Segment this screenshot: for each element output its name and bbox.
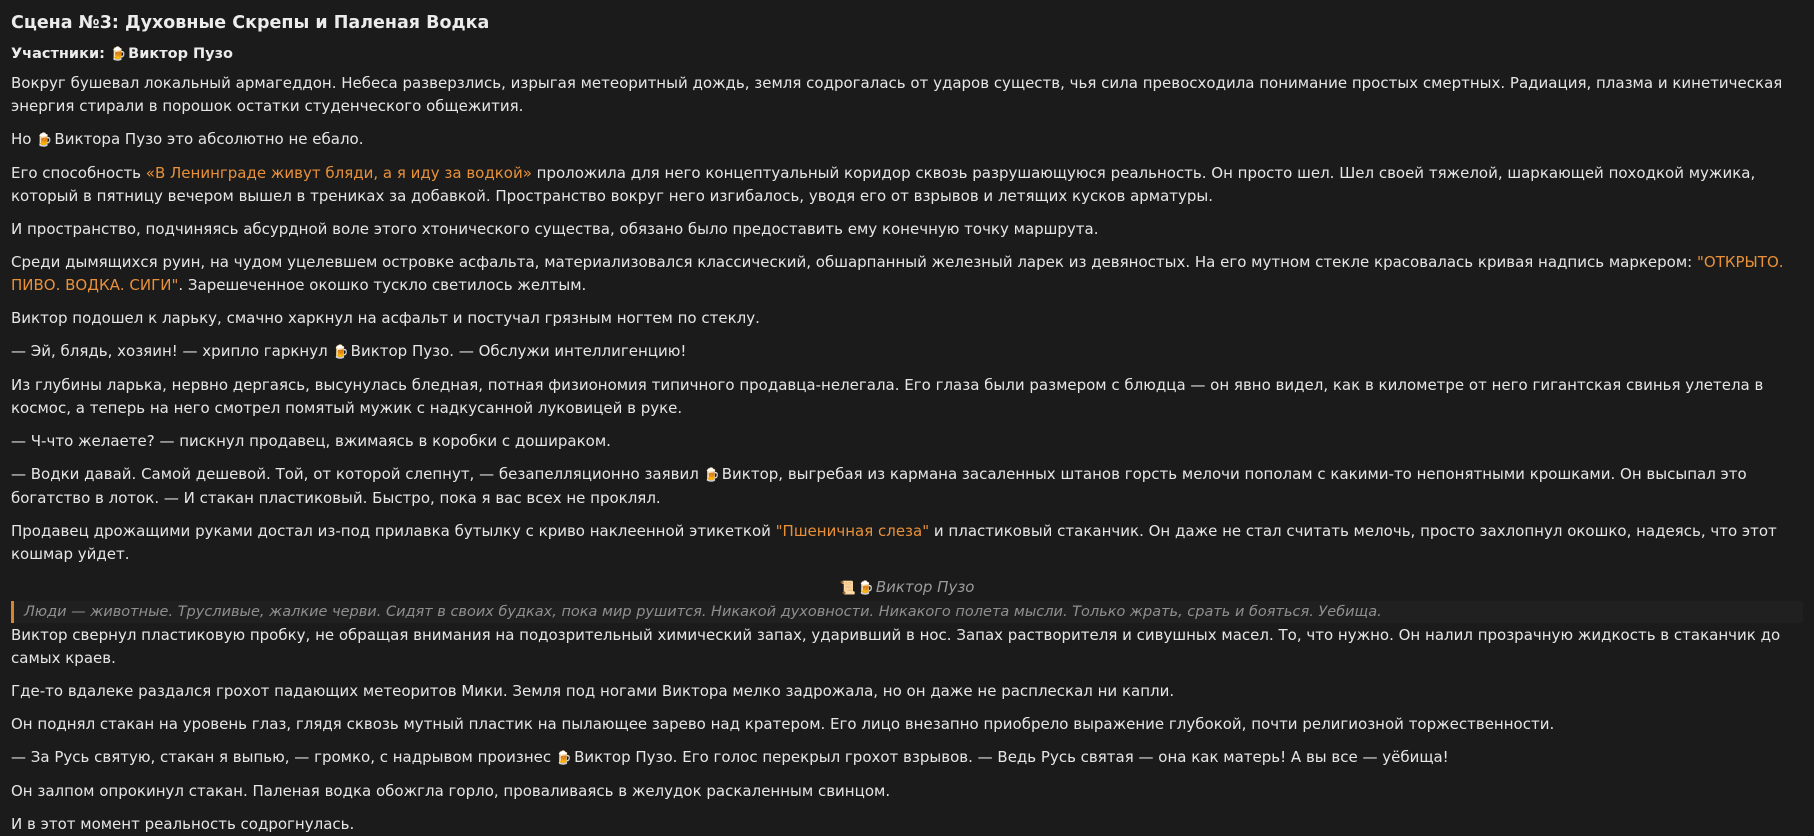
paragraph: — Ч-что желаете? — пискнул продавец, вжимаясь в коробки с дошираком. [11,432,611,450]
paragraph: Он залпом опрокинул стакан. Паленая водка обожгла горло, проваливаясь в желудок раскаленным свинцом. [11,782,891,800]
quote-caption [11,576,1803,600]
kiosk-sign-highlight: "ОТКРЫТО. ПИВО. ВОДКА. СИГИ" [11,253,1784,294]
bottle-label-highlight: "Пшеничная слеза" [775,522,930,540]
paragraph: Из глубины ларька, нервно дергаясь, высунулась бледная, потная физиономия типичного продавца-нелегала. Его глаза были размером с блюдца — он явно видел, как в километре от него гигантская свинья улетела в космос, а теперь на него смотрел помятый мужик с надкусанной луковицей в руке. [11,376,1764,417]
scroll-icon: 📜 [839,581,856,596]
ability-name-highlight: «В Ленинграде живут бляди, а я иду за водкой» [145,164,532,182]
participants-label: Участники: [11,46,105,62]
beer-icon: 🍺 [703,468,720,483]
paragraph: Где-то вдалеке раздался грохот падающих метеоритов Мики. Земля под ногами Виктора мелко задрожала, но он даже не расплескал ни капли. [11,682,1175,700]
paragraph: — За Русь святую, стакан я выпью, — громко, с надрывом произнес 🍺 Виктор Пузо. Его голос перекрыл грохот взрывов. — Ведь Русь святая — она как матерь! А вы все — уёбища! [11,746,1803,770]
paragraph: — Водки давай. Самой дешевой. Той, от которой слепнут, — безапелляционно заявил 🍺 Виктор, выгребая из кармана засаленных штанов горсть мелочи пополам с какими-то непонятными крошками. Он высыпал это богатство в лоток. — И стакан пластиковый. Быстро, пока я вас всех не проклял. [11,465,1747,507]
beer-icon: 🍺 [857,581,874,596]
beer-icon: 🍺 [555,751,573,766]
paragraph: Его способность «В Ленинграде живут бляди, а я иду за водкой» проложила для него концептуальный коридор сквозь разрушающуюся реальность. Он просто шел. Шел своей тяжелой, шаркающей походкой мужика, который в пятницу вечером вышел в трениках за добавкой. Пространство вокруг него изгибалось, уводя его от взрывов и летящих кусков арматуры. [11,164,1756,205]
paragraph: — Эй, блядь, хозяин! — хрипло гаркнул 🍺 Виктор Пузо. — Обслужи интеллигенцию! [11,340,1803,364]
quote-author: Виктор Пузо [875,578,975,596]
paragraph: Но 🍺 Виктора Пузо это абсолютно не ебало. [11,128,1803,152]
beer-icon: 🍺 [332,345,349,360]
beer-icon: 🍺 [109,47,127,62]
paragraph: Виктор подошел к ларьку, смачно харкнул на асфальт и постучал грязным ногтем по стеклу. [11,309,760,327]
paragraph: Вокруг бушевал локальный армагеддон. Небеса разверзлись, изрыгая метеоритный дождь, земля содрогалась от ударов существ, чья сила превосходила понимание простых смертных. Радиация, плазма и кинетическая энергия стирали в порошок остатки студенческого общежития. [11,74,1783,115]
participants-line [11,43,1803,66]
paragraph: Виктор свернул пластиковую пробку, не обращая внимания на подозрительный химический запах, ударивший в нос. Запах растворителя и сивушных масел. То, что нужно. Он налил прозрачную жидкость в стаканчик до самых краев. [11,626,1781,667]
participant-name: Виктор Пузо [128,46,233,62]
paragraph: И в этот момент реальность содрогнулась. [11,815,355,833]
inner-thought-quote: Люди — животные. Трусливые, жалкие черви. Сидят в своих будках, пока мир рушится. Никакой духовности. Никакого полета мысли. Только жрать, срать и бояться. Уебища. [11,601,1803,623]
scene-title: Сцена №3: Духовные Скрепы и Паленая Водка [11,13,490,33]
beer-icon: 🍺 [36,133,53,148]
paragraph: Он поднял стакан на уровень глаз, глядя сквозь мутный пластик на пылающее зарево над кратером. Его лицо внезапно приобрело выражение глубокой, почти религиозной торжественности. [11,715,1555,733]
paragraph: Продавец дрожащими руками достал из-под прилавка бутылку с криво наклеенной этикеткой "Пшеничная слеза" и пластиковый стаканчик. Он даже не стал считать мелочь, просто захлопнул окошко, надеясь, что этот кошмар уйдет. [11,522,1777,563]
paragraph: Среди дымящихся руин, на чудом уцелевшем островке асфальта, материализовался классический, обшарпанный железный ларек из девяностых. На его мутном стекле красовалась кривая надпись маркером: "ОТКРЫТО. ПИВО. ВОДКА. СИГИ". Зарешеченное окошко тускло светилось желтым. [11,253,1784,294]
paragraph: И пространство, подчиняясь абсурдной воле этого хтонического существа, обязано было предоставить ему конечную точку маршрута. [11,220,1099,238]
